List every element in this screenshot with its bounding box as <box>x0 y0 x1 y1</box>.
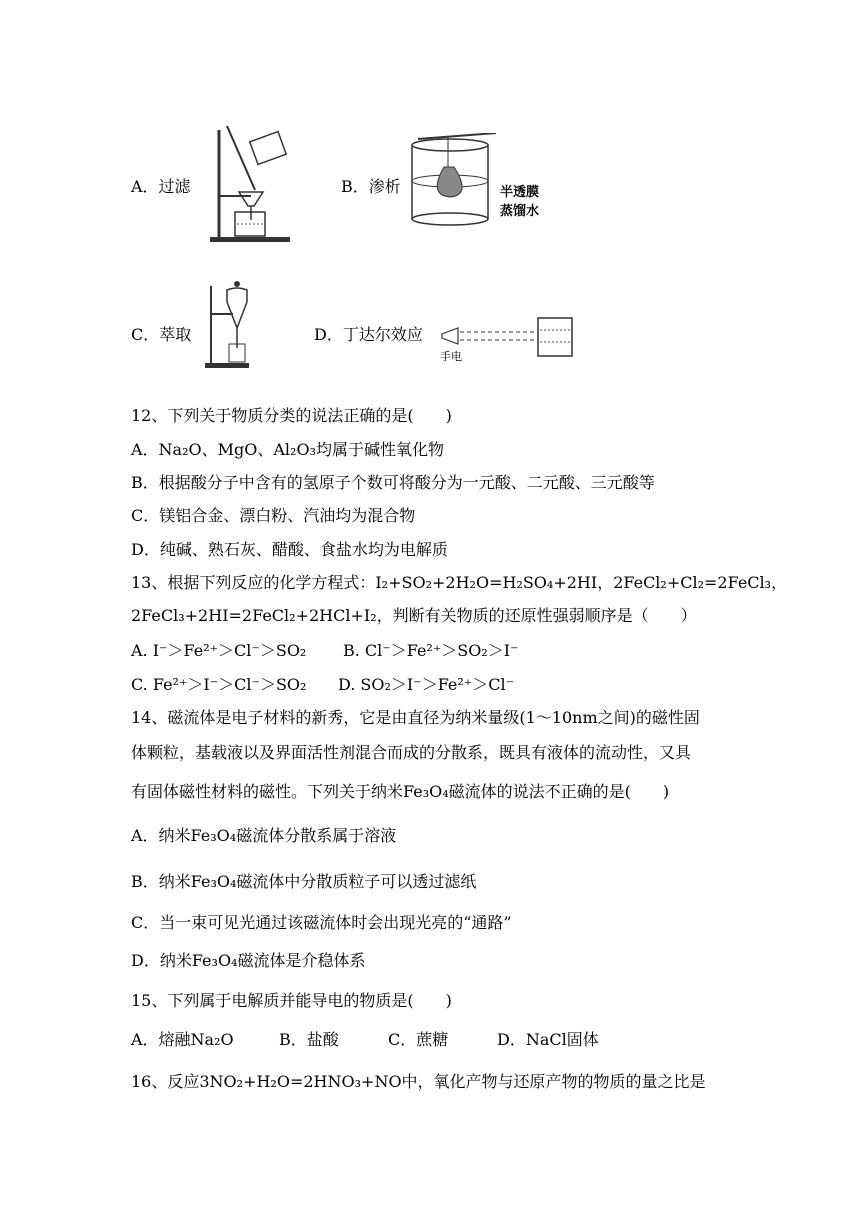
option-c-label: C．萃取 <box>131 325 192 344</box>
q14-stem-line1: 14、磁流体是电子材料的新秀，它是由直径为纳米量级(1～10nm之间)的磁性固 <box>131 708 700 727</box>
q13-option-b: B. Cl⁻＞Fe²⁺＞SO₂＞I⁻ <box>343 641 519 660</box>
q13-option-c: C. Fe²⁺＞I⁻＞Cl⁻＞SO₂ <box>131 675 307 694</box>
extraction-apparatus-figure <box>203 278 253 370</box>
q14-option-c: C．当一束可见光通过该磁流体时会出现光亮的“通路” <box>131 913 512 932</box>
q14-stem-line2: 体颗粒，基载液以及界面活性剂混合而成的分散系，既具有液体的流动性，又具 <box>131 743 692 762</box>
q15-option-c: C．蔗糖 <box>388 1030 449 1049</box>
q12-option-d: D．纯碱、熟石灰、醋酸、食盐水均为电解质 <box>131 540 448 559</box>
q13-stem-line1: 13、根据下列反应的化学方程式：I₂+SO₂+2H₂O=H₂SO₄+2HI，2FeCl₂+Cl₂=2FeCl₃， <box>131 573 788 592</box>
semipermeable-membrane-note: 半透膜 <box>500 185 540 200</box>
option-a-label: A．过滤 <box>131 177 191 196</box>
q14-option-b: B．纳米Fe₃O₄磁流体中分散质粒子可以透过滤纸 <box>131 872 477 891</box>
q15-option-a: A．熔融Na₂O <box>131 1030 234 1049</box>
q12-stem: 12、下列关于物质分类的说法正确的是( ) <box>131 406 452 425</box>
q14-option-a: A．纳米Fe₃O₄磁流体分散系属于溶液 <box>131 826 397 845</box>
q13-option-d: D. SO₂＞I⁻＞Fe²⁺＞Cl⁻ <box>338 675 515 694</box>
dialysis-apparatus-figure <box>408 133 498 233</box>
q14-option-d: D．纳米Fe₃O₄磁流体是介稳体系 <box>131 951 366 970</box>
filtration-apparatus-figure <box>205 124 300 246</box>
q13-option-a: A. I⁻＞Fe²⁺＞Cl⁻＞SO₂ <box>131 641 307 660</box>
q12-option-c: C．镁铝合金、漂白粉、汽油均为混合物 <box>131 506 416 525</box>
distilled-water-note: 蒸馏水 <box>500 204 540 219</box>
q15-option-b: B．盐酸 <box>279 1030 339 1049</box>
q16-stem: 16、反应3NO₂+H₂O=2HNO₃+NO中，氧化产物与还原产物的物质的量之比是 <box>131 1072 706 1091</box>
flashlight-note: 手电 <box>440 350 462 363</box>
q12-option-a: A．Na₂O、MgO、Al₂O₃均属于碱性氧化物 <box>131 440 444 459</box>
option-b-label: B．渗析 <box>341 177 401 196</box>
q15-stem: 15、下列属于电解质并能导电的物质是( ) <box>131 991 452 1010</box>
q13-stem-line2: 2FeCl₃+2HI=2FeCl₂+2HCl+I₂，判断有关物质的还原性强弱顺序是（ ） <box>131 606 697 625</box>
q14-stem-line3: 有固体磁性材料的磁性。下列关于纳米Fe₃O₄磁流体的说法不正确的是( ) <box>131 782 670 801</box>
q15-option-d: D．NaCl固体 <box>497 1030 599 1049</box>
option-d-label: D．丁达尔效应 <box>314 325 423 344</box>
q12-option-b: B．根据酸分子中含有的氢原子个数可将酸分为一元酸、二元酸、三元酸等 <box>131 473 655 492</box>
